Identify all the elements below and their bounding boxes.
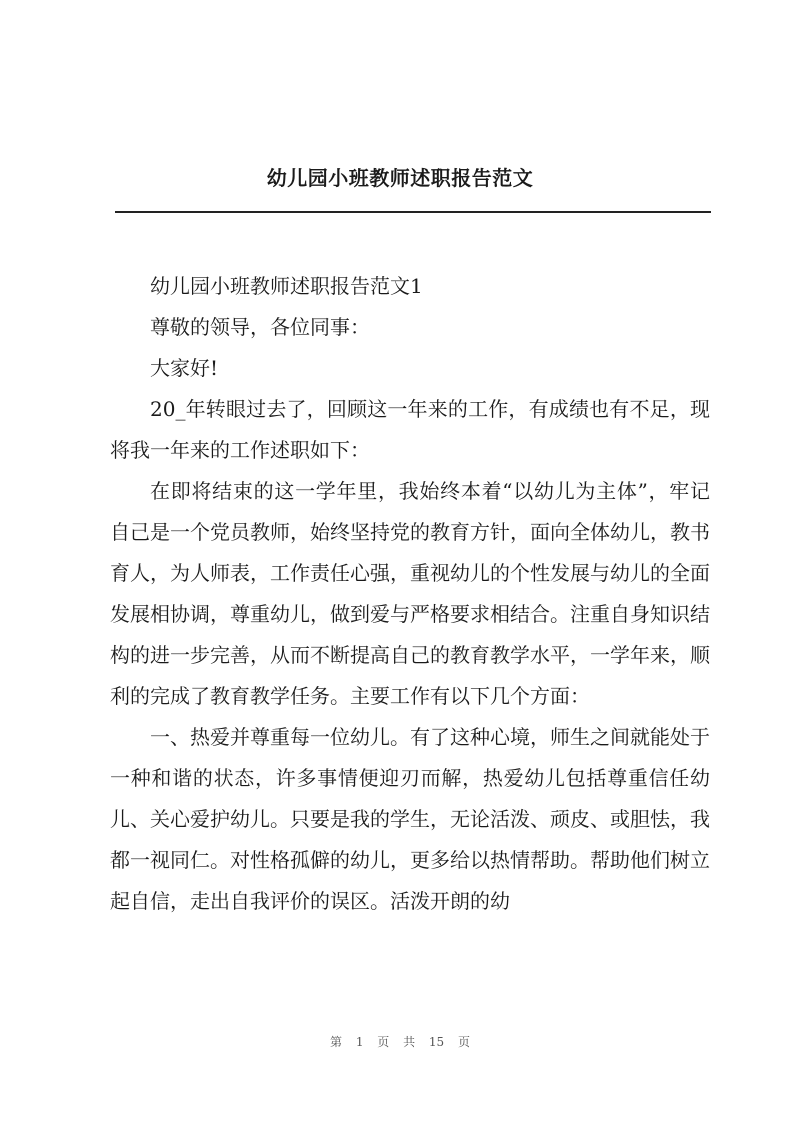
page-number-footer: 第 1 页 共 15 页 — [330, 1035, 470, 1049]
salutation: 尊敬的领导，各位同事： — [150, 315, 370, 339]
paragraph: 在即将结束的这一学年里，我始终本着“以幼儿为主体”，牢记自己是一个党员教师，始终坚持党的教育方针，面向全体幼儿，教书育人，为人师表，工作责任心强，重视幼儿的个性发展与幼儿的全面发展相协调，尊重幼儿，做到爱与严格要求相结合。注重自身知识结构的进一步完善，从而不断提高自己的教育教学水平，一学年来，顺利的完成了教育教学任务。主要工作有以下几个方面： — [110, 479, 710, 708]
document-body — [110, 266, 710, 922]
paragraph: 一、热爱并尊重每一位幼儿。有了这种心境，师生之间就能处于一种和谐的状态，许多事情便迎刃而解，热爱幼儿包括尊重信任幼儿、关心爱护幼儿。只要是我的学生，无论活泼、顽皮、或胆怯，我都一视同仁。对性格孤僻的幼儿，更多给以热情帮助。帮助他们树立起自信，走出自我评价的误区。活泼开朗的幼 — [110, 725, 710, 913]
greeting: 大家好! — [150, 356, 219, 380]
title-divider — [115, 211, 711, 213]
page-title: 幼儿园小班教师述职报告范文 — [266, 166, 534, 190]
paragraph: 20_年转眼过去了，回顾这一年来的工作，有成绩也有不足，现将我一年来的工作述职如下： — [110, 397, 710, 462]
section-heading: 幼儿园小班教师述职报告范文1 — [150, 274, 423, 298]
